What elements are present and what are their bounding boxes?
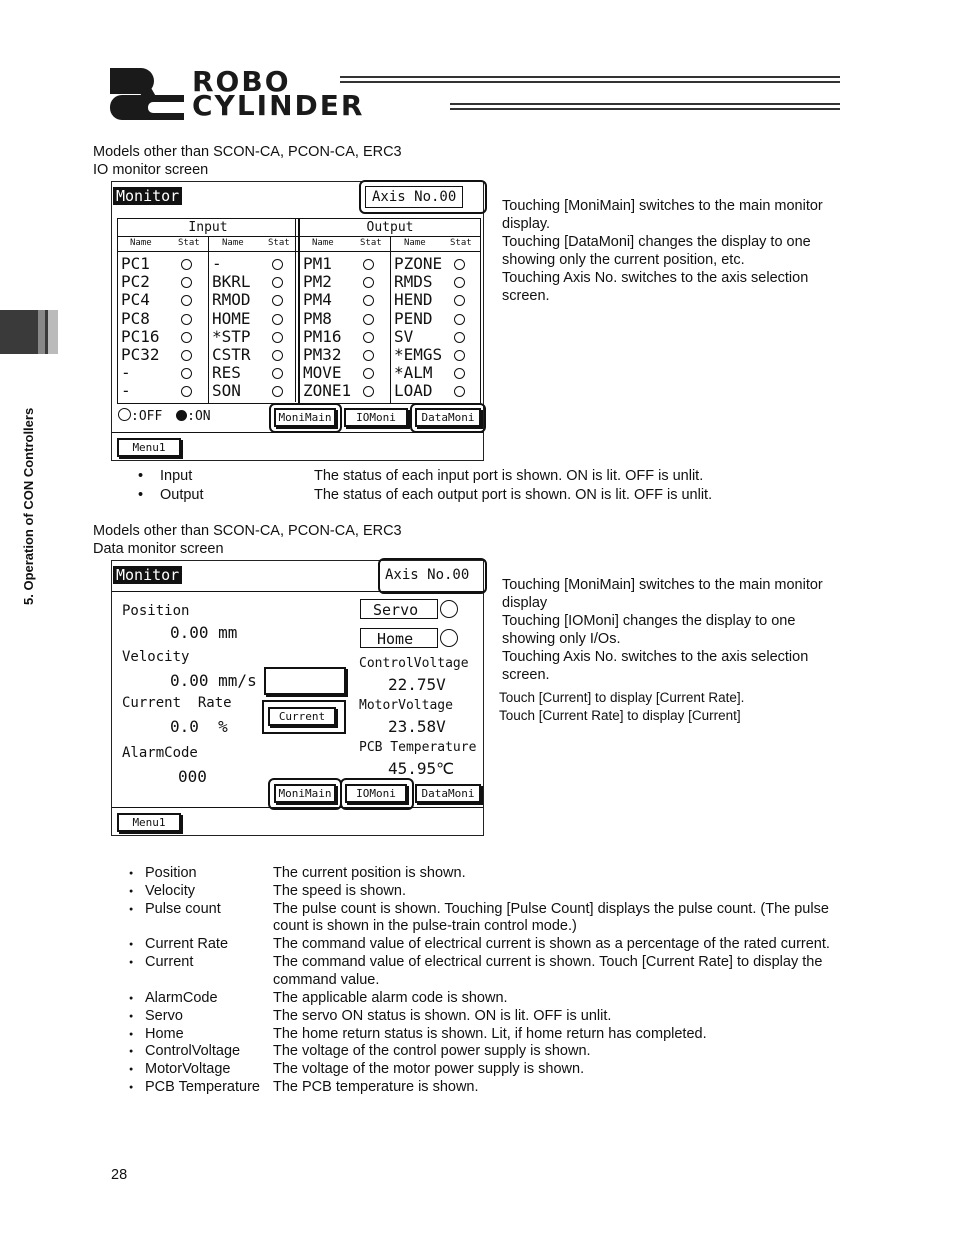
output-signal-name: *EMGS [394, 345, 443, 364]
output-signal-name: PM32 [303, 345, 342, 364]
input-signal-name: PC1 [121, 254, 150, 273]
bullet-term: ● Pulse count [145, 900, 221, 918]
input-signal-name: - [212, 254, 222, 273]
bullet-term: ● Current Rate [145, 935, 228, 953]
bullet-term: ● MotorVoltage [145, 1060, 230, 1078]
axis-number-label: Axis No.00 [385, 567, 470, 583]
note-line: Touching [DataMoni] changes the display to one [502, 234, 811, 250]
status-off-icon [181, 277, 192, 288]
bullet-term: ● Position [145, 864, 197, 882]
status-off-icon [181, 350, 192, 361]
status-off-icon [272, 350, 283, 361]
status-off-icon [363, 295, 374, 306]
logo-word-robo: ROBO [192, 65, 291, 98]
bullet-desc: The pulse count is shown. Touching [Pulse Count] displays the pulse count. (The pulse [273, 900, 829, 917]
note-line: Touch [Current] to display [Current Rate]. [499, 690, 745, 705]
input-signal-name: SON [212, 381, 241, 401]
current-button[interactable]: Current [268, 707, 336, 726]
status-off-icon [272, 368, 283, 379]
iomoni-button[interactable]: IOMoni [344, 408, 408, 427]
note-line: display. [502, 216, 551, 232]
status-off-icon [181, 295, 192, 306]
input-table [117, 218, 299, 404]
pcb-temperature-value: 45.95℃ [388, 759, 455, 778]
output-signal-name: RMDS [394, 272, 433, 292]
output-signal-name: PEND [394, 308, 433, 328]
status-off-icon [363, 259, 374, 270]
status-off-icon [363, 368, 374, 379]
bullet-term: ● Servo [145, 1007, 183, 1025]
control-voltage-label: ControlVoltage [359, 656, 469, 671]
logo [110, 65, 845, 122]
side-chapter-label: 5. Operation of CON Controllers [21, 407, 36, 605]
input-signal-name: RMOD [212, 290, 251, 310]
control-voltage-value: 22.75V [388, 675, 446, 694]
status-off-icon [454, 314, 465, 325]
status-off-icon [363, 386, 374, 397]
note-line: display [502, 595, 548, 611]
output-signal-name: PM8 [303, 308, 332, 328]
input-signal-name: PC4 [121, 290, 150, 310]
status-off-icon [454, 259, 465, 270]
status-off-icon [272, 295, 283, 306]
servo-label: Servo [360, 599, 438, 619]
input-signal-name: BKRL [212, 272, 251, 292]
position-value: 0.00 mm [170, 623, 238, 642]
position-label: Position [122, 603, 190, 619]
output-header: Output [300, 219, 480, 237]
current-rate-value: 0.0 % [170, 717, 228, 736]
legend [118, 408, 211, 425]
status-off-icon [454, 386, 465, 397]
status-off-icon [272, 314, 283, 325]
input-col-stat-2: Stat [268, 238, 290, 248]
logo-rule-top [340, 76, 840, 83]
note-line: Touching [MoniMain] switches to the main monitor [502, 577, 823, 593]
status-off-icon [272, 386, 283, 397]
axis-number-button[interactable] [359, 180, 487, 214]
datamoni-button[interactable]: DataMoni [415, 408, 481, 427]
status-off-icon [272, 277, 283, 288]
output-col-stat-1: Stat [360, 238, 382, 248]
bullet-desc: The status of each output port is shown. ON is lit. OFF is unlit. [314, 486, 713, 503]
bullet-term: ● ControlVoltage [145, 1042, 240, 1060]
off-indicator-icon [118, 408, 131, 421]
velocity-value: 0.00 mm/s [170, 671, 257, 690]
input-col-name-1: Name [130, 238, 152, 248]
logo-mark [110, 68, 188, 120]
motor-voltage-label: MotorVoltage [359, 698, 453, 713]
output-table [299, 218, 481, 404]
bullet-desc: The applicable alarm code is shown. [273, 989, 508, 1006]
menu-button[interactable]: Menu1 [117, 438, 181, 457]
bullet-term: ● Velocity [145, 882, 195, 900]
section1-caption2: IO monitor screen [93, 162, 209, 178]
status-off-icon [454, 368, 465, 379]
screen-title: Monitor [113, 187, 182, 205]
bullet-desc: The command value of electrical current is shown as a percentage of the rated current. [273, 936, 830, 953]
alarm-code-label: AlarmCode [122, 745, 198, 761]
section1-caption1: Models other than SCON-CA, PCON-CA, ERC3 [93, 144, 402, 160]
note-line: Touching Axis No. switches to the axis selection [502, 649, 809, 665]
input-signal-name: PC32 [121, 345, 160, 364]
monimain-button[interactable]: MoniMain [274, 408, 336, 427]
output-signal-name: MOVE [303, 363, 342, 383]
output-col-stat-2: Stat [450, 238, 472, 248]
input-signal-name: - [121, 381, 131, 401]
side-tab [0, 310, 58, 354]
logo-rule-bottom [450, 103, 840, 110]
status-off-icon [181, 259, 192, 270]
iomoni-button[interactable]: IOMoni [345, 784, 407, 803]
menu-button[interactable]: Menu1 [117, 813, 181, 832]
bullet-desc: The servo ON status is shown. ON is lit. OFF is unlit. [273, 1007, 612, 1024]
status-off-icon [454, 295, 465, 306]
output-signal-name: PM4 [303, 290, 332, 310]
input-signal-name: PC16 [121, 326, 160, 346]
bullet-desc: The home return status is shown. Lit, if home return has completed. [273, 1025, 707, 1042]
input-signal-name: PC2 [121, 272, 150, 292]
bullet-desc: The status of each input port is shown. ON is lit. OFF is unlit. [314, 468, 704, 484]
output-signal-name: PZONE [394, 254, 443, 273]
section2-caption1: Models other than SCON-CA, PCON-CA, ERC3 [93, 523, 402, 539]
home-label: Home [360, 628, 438, 648]
input-signal-name: CSTR [212, 345, 251, 364]
motor-voltage-value: 23.58V [388, 717, 446, 736]
bullet-term: • Input [160, 467, 192, 485]
bullet-desc: The speed is shown. [273, 882, 406, 899]
output-signal-name: PM2 [303, 272, 332, 292]
legend-off-label: :OFF [131, 409, 163, 424]
output-signal-name: SV [394, 326, 414, 346]
note-line: screen. [502, 288, 550, 304]
status-off-icon [272, 332, 283, 343]
bullet-desc: The current position is shown. [273, 865, 466, 881]
status-off-icon [454, 350, 465, 361]
input-header: Input [118, 219, 298, 237]
bullet-desc-cont: command value. [273, 971, 380, 988]
bullet-desc: The command value of electrical current is shown. Touch [Current Rate] to display the [273, 954, 823, 971]
status-off-icon [363, 350, 374, 361]
output-col-name-1: Name [312, 238, 334, 248]
note-line: showing only I/Os. [502, 631, 621, 647]
alarm-code-value: 000 [178, 767, 207, 786]
output-col-name-2: Name [404, 238, 426, 248]
output-signal-name: LOAD [394, 381, 433, 401]
monimain-button[interactable]: MoniMain [274, 784, 336, 803]
status-off-icon [363, 332, 374, 343]
note-line: screen. [502, 667, 550, 683]
bullet-desc: The voltage of the control power supply is shown. [273, 1043, 591, 1060]
note-line: showing only the current position, etc. [502, 252, 745, 268]
note-line: Touching Axis No. switches to the axis selection [502, 270, 809, 286]
input-signal-name: - [121, 363, 131, 383]
bullet-desc: The PCB temperature is shown. [273, 1079, 479, 1096]
home-status-icon [440, 629, 458, 647]
input-signal-name: *STP [212, 326, 251, 346]
bullet-term: ● Home [145, 1025, 184, 1043]
status-off-icon [181, 386, 192, 397]
note-line: Touching [MoniMain] switches to the main monitor [502, 198, 823, 214]
status-off-icon [181, 332, 192, 343]
status-off-icon [181, 368, 192, 379]
logo-word-cylinder: CYLINDER [192, 89, 365, 122]
input-signal-name: RES [212, 363, 241, 383]
note-line: Touching [IOMoni] changes the display to one [502, 613, 796, 629]
data-monitor-screen [111, 560, 484, 836]
input-col-name-2: Name [222, 238, 244, 248]
output-signal-name: PM1 [303, 254, 332, 273]
legend-on-label: :ON [187, 409, 211, 424]
pcb-temperature-label: PCB Temperature [359, 740, 477, 755]
input-signal-name: PC8 [121, 308, 150, 328]
output-signal-name: ZONE1 [303, 381, 352, 401]
status-off-icon [272, 259, 283, 270]
output-signal-name: *ALM [394, 363, 433, 383]
bullet-term: ● AlarmCode [145, 989, 218, 1007]
servo-status-icon [440, 600, 458, 618]
status-off-icon [363, 277, 374, 288]
section2-caption2: Data monitor screen [93, 541, 224, 557]
note-line: Touch [Current Rate] to display [Current] [499, 708, 741, 723]
blank-field [264, 667, 346, 695]
output-signal-name: PM16 [303, 326, 342, 346]
bullet-term: ● PCB Temperature [145, 1078, 260, 1096]
axis-number-button[interactable] [378, 558, 487, 594]
velocity-label: Velocity [122, 649, 190, 665]
io-monitor-screen [111, 181, 484, 461]
screen-title: Monitor [113, 566, 182, 584]
axis-number-label: Axis No.00 [365, 186, 463, 208]
status-off-icon [454, 332, 465, 343]
input-col-stat-1: Stat [178, 238, 200, 248]
current-rate-label[interactable]: Current Rate [122, 695, 232, 711]
bullet-desc: The voltage of the motor power supply is shown. [273, 1061, 585, 1078]
page-number: 28 [111, 1167, 128, 1183]
status-off-icon [181, 314, 192, 325]
bullet-term: • Output [160, 486, 204, 504]
input-signal-name: HOME [212, 308, 251, 328]
bullet-desc-cont: count is shown in the pulse-train control mode.) [273, 918, 577, 935]
status-off-icon [363, 314, 374, 325]
on-indicator-icon [176, 410, 187, 421]
datamoni-button[interactable]: DataMoni [415, 784, 481, 803]
output-signal-name: HEND [394, 290, 433, 310]
bullet-term: ● Current [145, 953, 193, 971]
status-off-icon [454, 277, 465, 288]
